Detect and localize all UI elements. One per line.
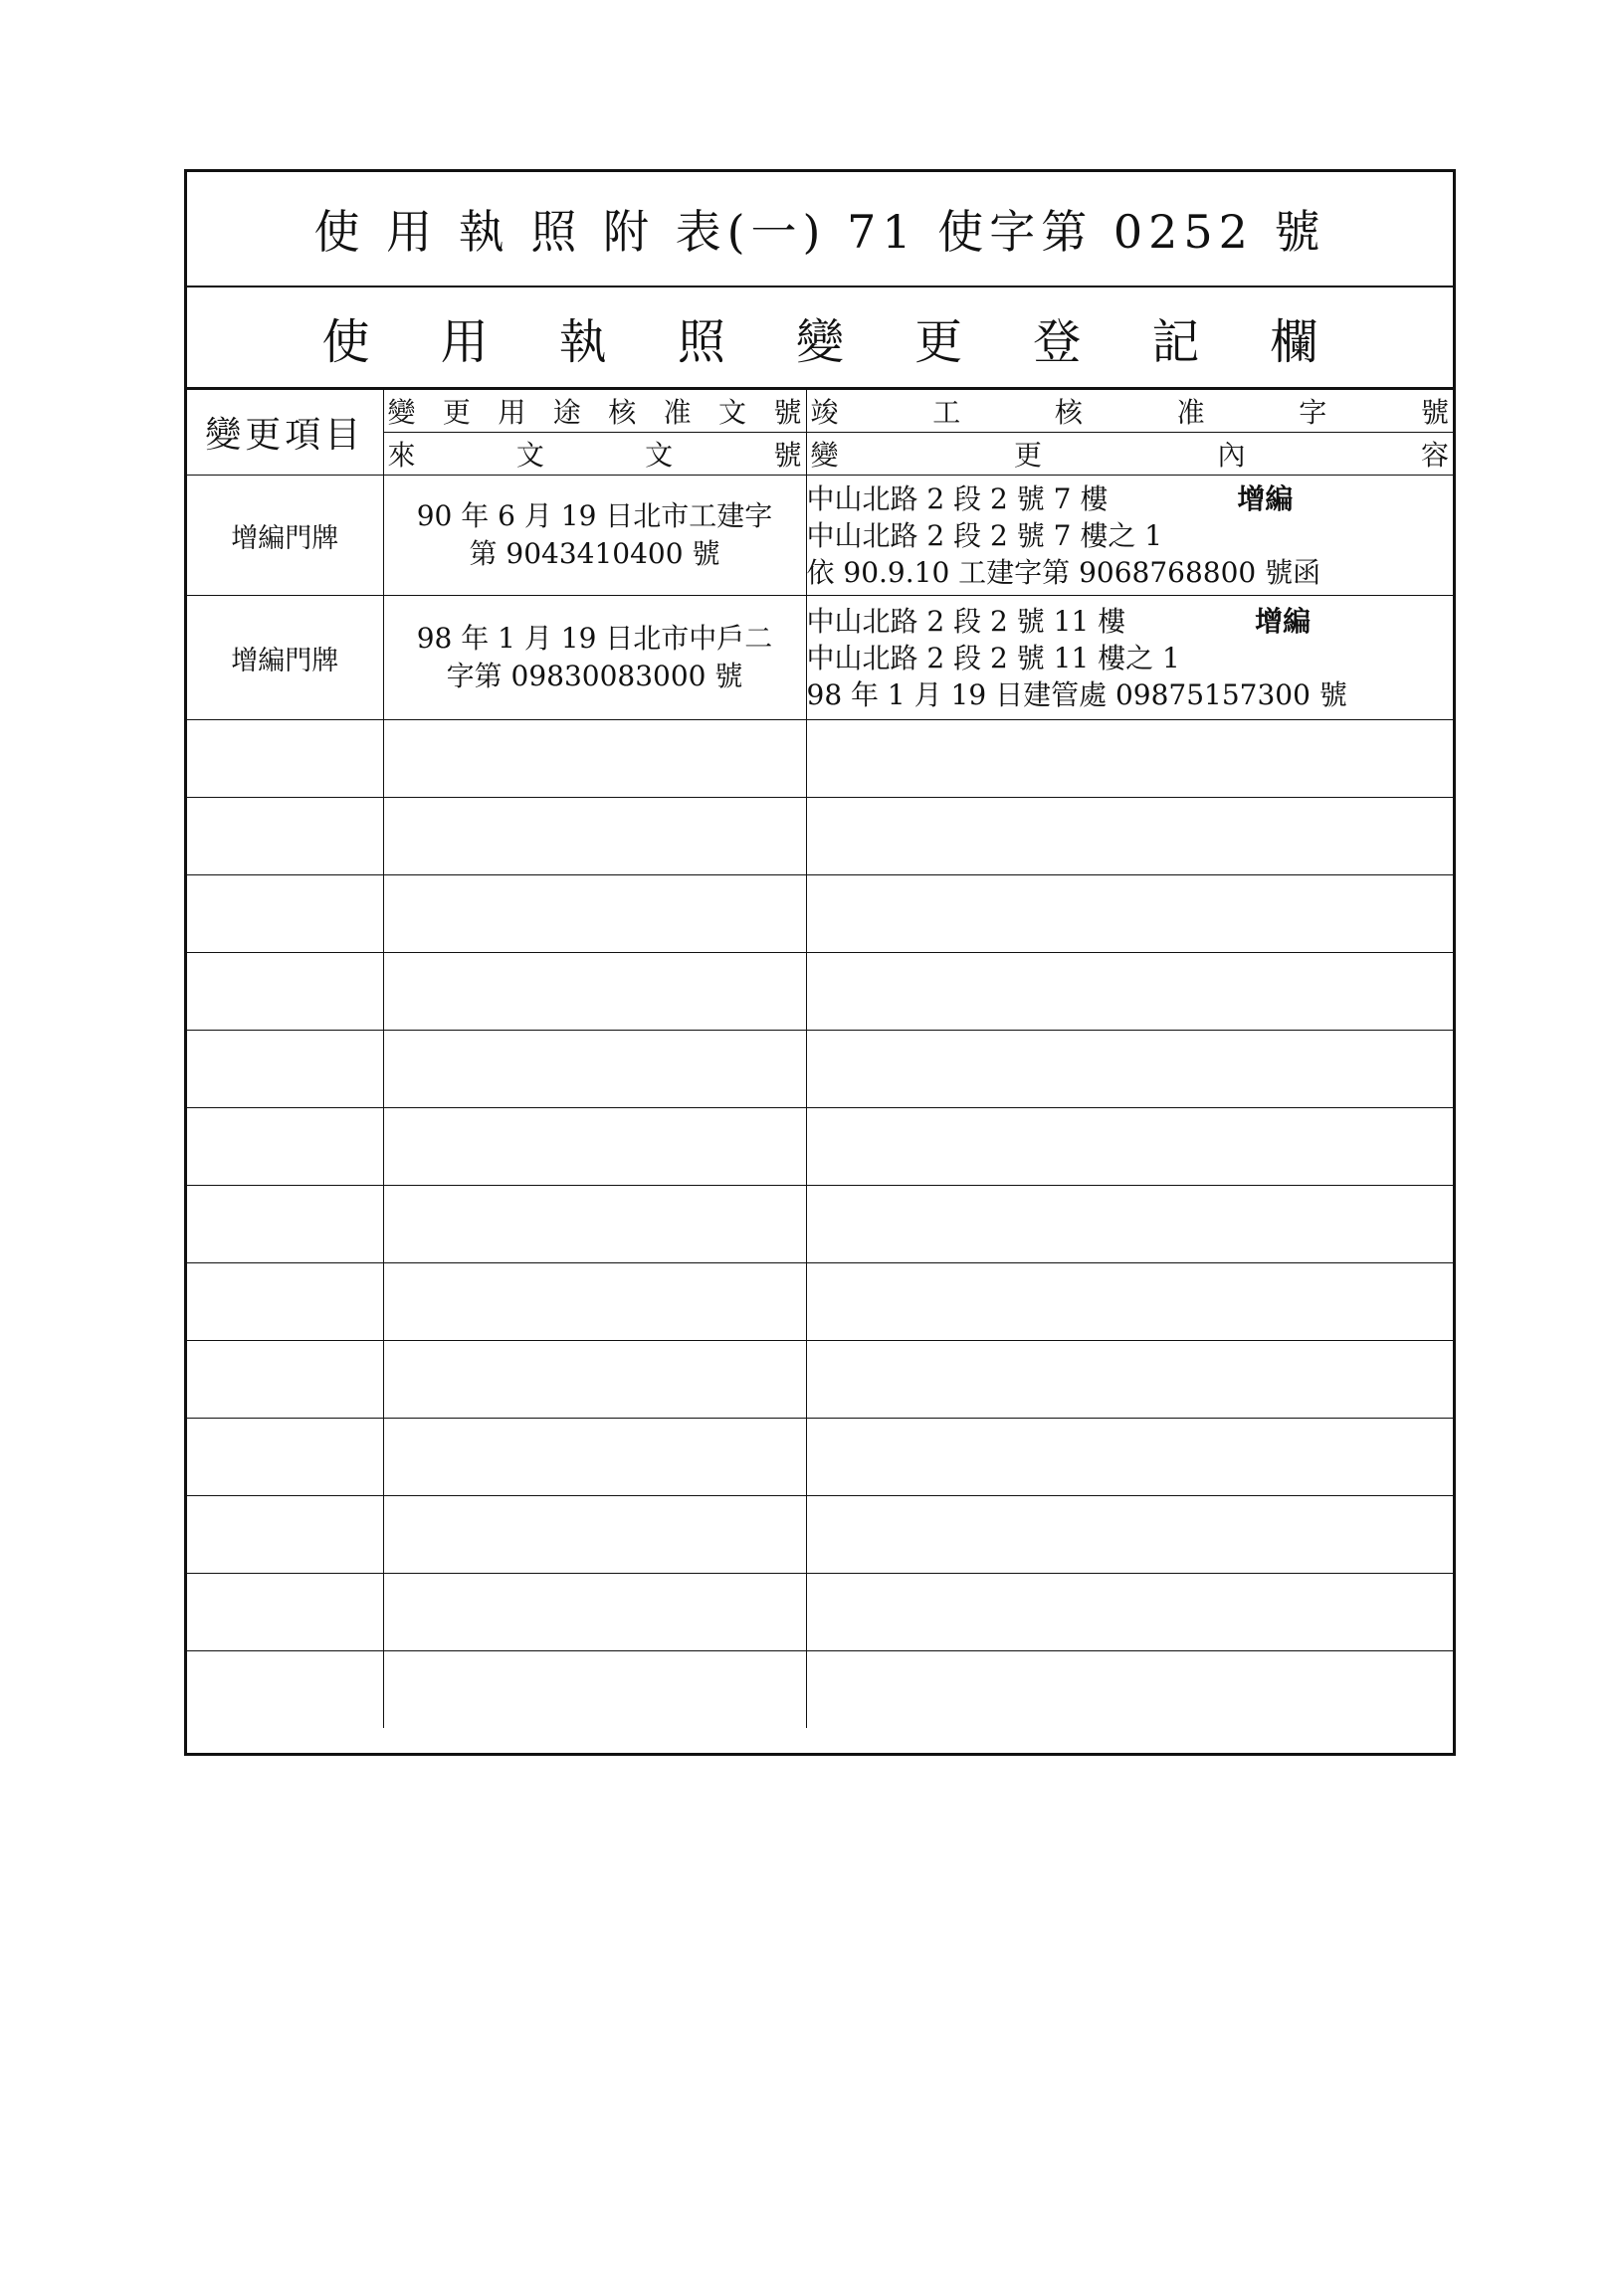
change-item-label: 增編門牌 (231, 645, 339, 676)
header-char: 變 (810, 439, 839, 472)
empty-cell (187, 1186, 383, 1263)
form-subtitle (187, 287, 1453, 389)
header-char: 號 (773, 396, 802, 429)
empty-cell (187, 1496, 383, 1574)
empty-cell (383, 1496, 806, 1574)
header-char: 內 (1217, 439, 1246, 472)
empty-row (187, 875, 1453, 953)
empty-row (187, 720, 1453, 798)
empty-cell (383, 1419, 806, 1496)
change-content (806, 596, 1453, 720)
subtitle-char: 欄 (1270, 313, 1318, 370)
header-char: 文 (645, 439, 674, 472)
empty-cell (383, 798, 806, 875)
form-title-text: 使 用 執 照 附 表(一) 71 使字第 0252 號 (313, 205, 1326, 259)
doc-number (383, 476, 806, 596)
header-char: 號 (773, 439, 802, 472)
empty-row (187, 953, 1453, 1031)
header-item-cell (187, 390, 383, 476)
change-item (187, 476, 383, 596)
content-line-tag: 增編 (1255, 604, 1312, 638)
header-char: 准 (663, 396, 692, 429)
subtitle-char: 使 (321, 313, 370, 370)
empty-row (187, 1651, 1453, 1729)
content-line (807, 517, 1454, 554)
content-line (807, 554, 1454, 591)
content-line-text: 中山北路 2 段 2 號 11 樓 (806, 604, 1126, 638)
empty-cell (806, 1419, 1453, 1496)
header-char: 變 (387, 396, 416, 429)
subtitle-char: 登 (1033, 313, 1082, 370)
empty-cell (806, 1574, 1453, 1651)
empty-cell (187, 1419, 383, 1496)
subtitle-char: 變 (795, 313, 844, 370)
empty-cell (383, 1186, 806, 1263)
subtitle-char: 記 (1151, 313, 1200, 370)
empty-cell (806, 1651, 1453, 1729)
header-incoming-doc-cell (383, 433, 806, 476)
empty-cell (383, 1108, 806, 1186)
empty-cell (383, 720, 806, 798)
empty-cell (187, 1651, 383, 1729)
empty-cell (383, 1651, 806, 1729)
empty-cell (806, 1496, 1453, 1574)
header-char: 竣 (810, 396, 839, 429)
doc-line: 字第 09830083000 號 (446, 660, 743, 692)
content-line-text: 依 90.9.10 工建字第 9068768800 號函 (806, 555, 1321, 589)
subtitle-char: 執 (558, 313, 607, 370)
empty-cell (187, 953, 383, 1031)
content-line (807, 480, 1454, 517)
content-line (807, 640, 1454, 676)
subtitle-char: 更 (914, 313, 963, 370)
doc-line: 90 年 6 月 19 日北市工建字 (416, 499, 773, 532)
empty-cell (383, 875, 806, 953)
content-line-text: 98 年 1 月 19 日建管處 09875157300 號 (806, 677, 1347, 711)
header-char: 用 (498, 396, 526, 429)
registration-form (184, 169, 1456, 1756)
empty-cell (806, 1031, 1453, 1108)
empty-cell (383, 1263, 806, 1341)
empty-row (187, 1186, 1453, 1263)
header-char: 准 (1176, 396, 1205, 429)
header-char: 核 (608, 396, 637, 429)
content-line-tag: 增編 (1237, 481, 1294, 515)
content-line (807, 676, 1454, 713)
header-approval-doc-cell (383, 390, 806, 433)
empty-row (187, 1419, 1453, 1496)
header-char: 更 (1013, 439, 1042, 472)
empty-cell (806, 875, 1453, 953)
content-line-text: 中山北路 2 段 2 號 7 樓 (806, 481, 1109, 515)
empty-cell (383, 953, 806, 1031)
header-approval-doc (384, 390, 806, 432)
header-char: 工 (932, 396, 961, 429)
subtitle-char: 用 (440, 313, 489, 370)
content-line-text: 中山北路 2 段 2 號 7 樓之 1 (806, 518, 1163, 552)
header-incoming-doc (384, 433, 806, 475)
header-char: 來 (387, 439, 416, 472)
empty-row (187, 798, 1453, 875)
content-line-text: 中山北路 2 段 2 號 11 樓之 1 (806, 641, 1180, 674)
header-char: 字 (1299, 396, 1327, 429)
empty-cell (383, 1031, 806, 1108)
header-row (187, 390, 1453, 433)
change-item (187, 596, 383, 720)
header-completion-no-cell (806, 390, 1453, 433)
change-item-label: 增編門牌 (231, 522, 339, 554)
empty-cell (806, 1341, 1453, 1419)
empty-cell (187, 1574, 383, 1651)
header-change-content (807, 433, 1454, 475)
empty-cell (806, 953, 1453, 1031)
empty-row (187, 1574, 1453, 1651)
empty-row (187, 1341, 1453, 1419)
form-title (187, 172, 1453, 287)
header-char: 文 (718, 396, 747, 429)
change-content (806, 476, 1453, 596)
header-char: 號 (1420, 396, 1449, 429)
empty-cell (806, 1263, 1453, 1341)
header-char: 容 (1420, 439, 1449, 472)
doc-number (383, 596, 806, 720)
content-line (807, 603, 1454, 640)
header-completion-no (807, 390, 1454, 432)
empty-row (187, 1496, 1453, 1574)
empty-cell (187, 1263, 383, 1341)
header-char: 更 (442, 396, 471, 429)
subtitle-char: 照 (677, 313, 725, 370)
header-char: 途 (552, 396, 581, 429)
header-change-content-cell (806, 433, 1453, 476)
empty-cell (806, 1186, 1453, 1263)
empty-row (187, 1031, 1453, 1108)
header-char: 文 (515, 439, 544, 472)
empty-cell (383, 1574, 806, 1651)
table-row (187, 476, 1453, 596)
empty-cell (383, 1341, 806, 1419)
empty-cell (187, 720, 383, 798)
change-table (187, 389, 1453, 1728)
empty-cell (187, 798, 383, 875)
empty-cell (806, 1108, 1453, 1186)
empty-cell (806, 720, 1453, 798)
empty-cell (187, 875, 383, 953)
header-char: 核 (1054, 396, 1083, 429)
header-item-label: 變更項目 (205, 415, 365, 456)
empty-cell (187, 1341, 383, 1419)
empty-row (187, 1263, 1453, 1341)
empty-row (187, 1108, 1453, 1186)
table-row (187, 596, 1453, 720)
doc-line: 98 年 1 月 19 日北市中戶二 (416, 622, 773, 655)
doc-line: 第 9043410400 號 (469, 537, 720, 570)
empty-cell (187, 1031, 383, 1108)
empty-cell (806, 798, 1453, 875)
empty-cell (187, 1108, 383, 1186)
